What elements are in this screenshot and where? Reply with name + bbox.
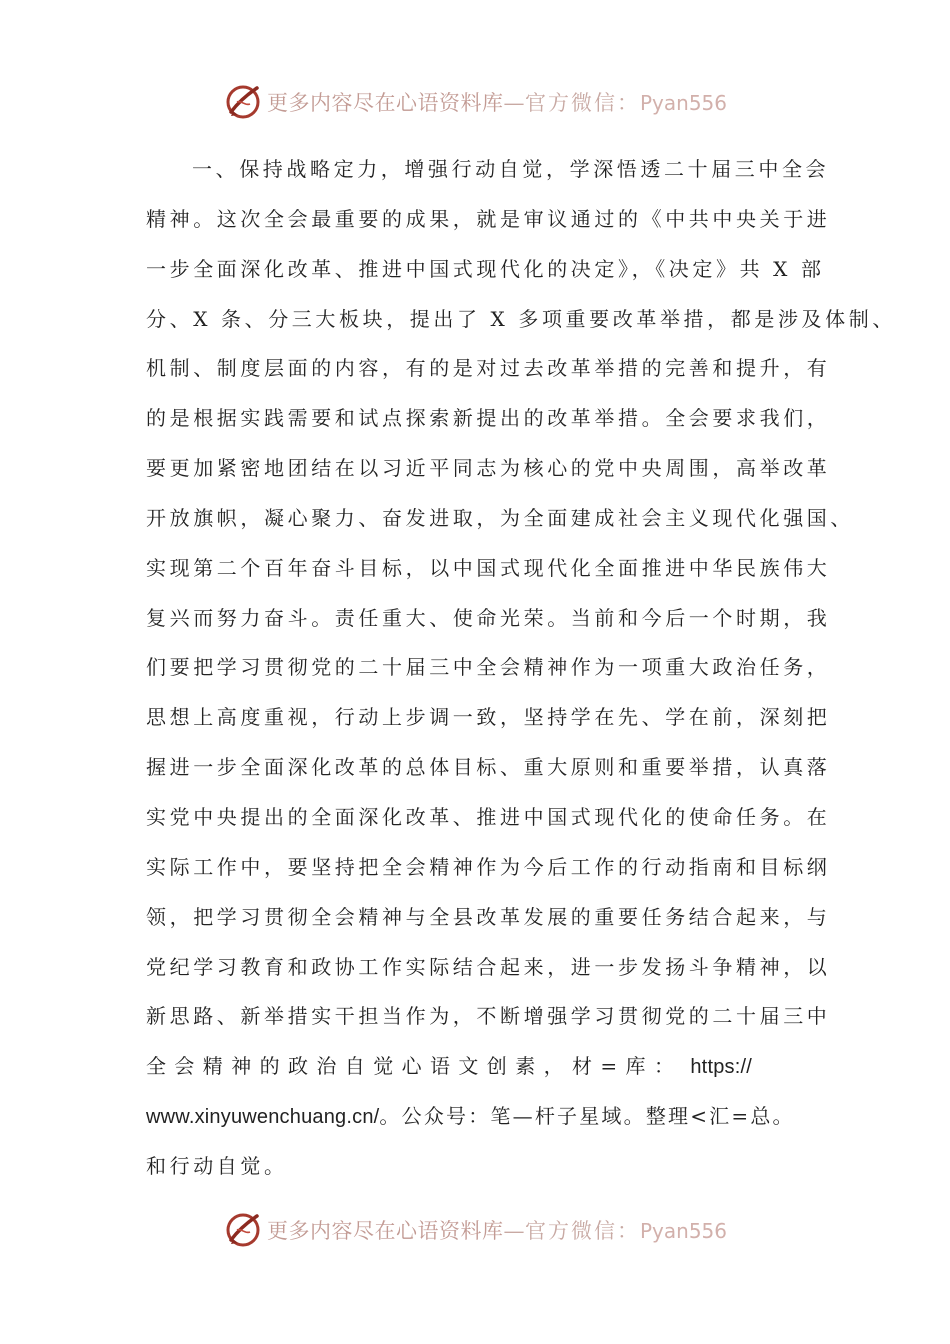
watermark-text	[267, 1215, 727, 1245]
watermark-wechat-id: Pyan556	[639, 1219, 727, 1243]
watermark-brand: 更多内容尽在心语资料库	[266, 1219, 504, 1243]
inline-url-part: https://	[690, 1056, 752, 1079]
watermark-brand: 更多内容尽在心语资料库	[266, 91, 504, 115]
footer-watermark-banner	[0, 1208, 950, 1252]
header-watermark-banner	[0, 80, 950, 124]
body-line: 复兴而努力奋斗。责任重大、使命光荣。当前和今后一个时期，我	[146, 605, 831, 630]
body-line: 新思路、新举措实干担当作为，不断增强学习贯彻党的二十届三中	[146, 1004, 831, 1029]
document-body	[146, 145, 896, 1192]
body-line: 开放旗帜，凝心聚力、奋发进取，为全面建成社会主义现代化强国、	[146, 505, 854, 530]
body-line-text: 。公众号：笔—杆子星域。整理<汇=总。	[379, 1104, 795, 1129]
body-line: 精神。这次全会最重要的成果，就是审议通过的《中共中央关于进	[146, 206, 831, 231]
body-line: 分、X 条、分三大板块，提出了 X 多项重要改革举措，都是涉及体制、	[146, 306, 896, 331]
watermark-text	[267, 87, 727, 117]
body-line: 要更加紧密地团结在以习近平同志为核心的党中央周围，高举改革	[146, 456, 831, 481]
watermark-wechat-id: Pyan556	[639, 91, 727, 115]
body-line-with-url	[146, 1092, 806, 1142]
body-line: 实际工作中，要坚持把全会精神作为今后工作的行动指南和目标纲	[146, 854, 831, 879]
body-line: 们要把学习贯彻党的二十届三中全会精神作为一项重大政治任务，	[146, 655, 831, 680]
watermark-separator: —	[503, 91, 525, 115]
body-line: 握进一步全面深化改革的总体目标、重大原则和重要举措，认真落	[146, 755, 831, 780]
body-line: 领，把学习贯彻全会精神与全县改革发展的重要任务结合起来，与	[146, 904, 831, 929]
body-line: 的是根据实践需要和试点探索新提出的改革举措。全会要求我们，	[146, 406, 831, 431]
body-line-with-url	[146, 1042, 806, 1092]
watermark-wechat-label: 官方微信：	[524, 1219, 640, 1243]
body-line: 思想上高度重视，行动上步调一致，坚持学在先、学在前，深刻把	[146, 705, 831, 730]
watermark-separator: —	[503, 1219, 525, 1243]
watermark-wechat-label: 官方微信：	[524, 91, 640, 115]
pen-logo-icon	[223, 1210, 263, 1250]
pen-logo-icon	[223, 82, 263, 122]
body-line: 一步全面深化改革、推进中国式现代化的决定》，《决定》共 X 部	[146, 256, 825, 281]
body-line: 机制、制度层面的内容，有的是对过去改革举措的完善和提升，有	[146, 356, 831, 381]
body-line: 一、保持战略定力，增强行动自觉，学深悟透二十届三中全会	[192, 157, 830, 181]
body-line: 实现第二个百年奋斗目标，以中国式现代化全面推进中华民族伟大	[146, 555, 831, 580]
inline-url: www.xinyuwenchuang.cn/	[146, 1106, 380, 1129]
body-line-text: 全会精神的政治自觉心语文创素，材=库：	[146, 1054, 683, 1079]
body-line: 和行动自觉。	[146, 1153, 288, 1178]
body-line: 党纪学习教育和政协工作实际结合起来，进一步发扬斗争精神，以	[146, 954, 831, 979]
body-line: 实党中央提出的全面深化改革、推进中国式现代化的使命任务。在	[146, 804, 831, 829]
